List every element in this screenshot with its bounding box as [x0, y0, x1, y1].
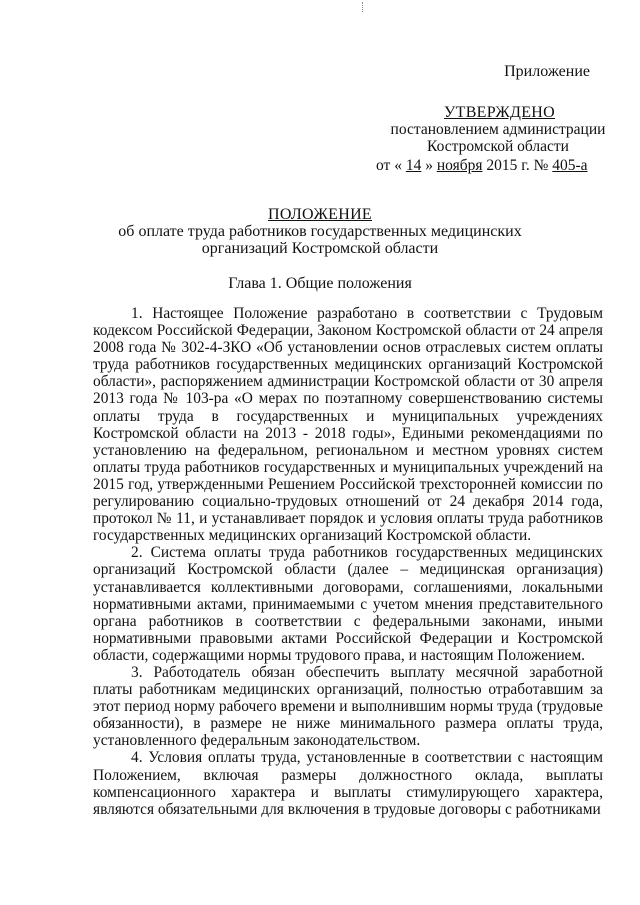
appendix-label: Приложение — [504, 63, 590, 80]
document-body — [93, 305, 603, 818]
approved-authority — [388, 121, 608, 155]
approved-date — [376, 157, 588, 175]
date-month: ноября — [436, 157, 483, 174]
paragraph-1: 1. Настоящее Положение разработано в соответствии с Трудовым кодексом Российской Федерации, Законом Костромской области от 24 апреля 2008 года № 302-4-ЗКО «Об установлении основ отраслевых систем оплаты труда работников государственных медицинских организаций Костромской области», распоряжением администрации Костромской области от 30 апреля 2013 года № 103-ра «О мерах по поэтапному совершенствованию системы оплаты труда в государственных и муниципальных учреждениях Костромской области на 2013 - 2018 годы», Едиными рекомендациями по установлению на федеральном, региональном и местном уровнях систем оплаты труда работников государственных и муниципальных учреждений на 2015 год, утвержденными Решением Российской трехсторонней комиссии по регулированию социально-трудовых отношений от 24 декабря 2014 года, протокол № 11, и устанавливает порядок и условия оплаты труда работников государственных медицинских организаций Костромской области. — [93, 305, 603, 545]
paragraph-2: 2. Система оплаты труда работников государственных медицинских организаций Костромской области (далее – медицинская организация) устанавливается коллективными договорами, соглашениями, локальными нормативными актами, принимаемыми с учетом мнения представительного органа работников в соответствии с федеральными законами, иными нормативными правовыми актами Российской Федерации и Костромской области, содержащими нормы трудового права, и настоящим Положением. — [93, 544, 603, 664]
paragraph-4: 4. Условия оплаты труда, установленные в соответствии с настоящим Положением, включая размеры должностного оклада, выплаты компенсационного характера и выплаты стимулирующего характера, являются обязательными для включения в трудовые договоры с работниками — [93, 749, 603, 818]
decree-number: 405-а — [552, 157, 588, 174]
date-day: 14 — [405, 157, 422, 174]
approved-line-2: Костромской области — [427, 138, 569, 155]
date-year: 2015 г. № — [482, 157, 549, 174]
approved-line-1: постановлением администрации — [390, 121, 606, 138]
date-sep: » — [425, 157, 433, 174]
approved-heading: УТВЕРЖДЕНО — [444, 104, 556, 121]
page-mark — [362, 2, 367, 12]
paragraph-3: 3. Работодатель обязан обеспечить выплату месячной заработной платы работникам медицинских организаций, полностью отработавшим за этот период норму рабочего времени и выполнившим нормы труда (трудовые обязанности), в размере не ниже минимального размера оплаты труда, установленного федеральным законодательством. — [93, 663, 603, 750]
document-subtitle-line-2: организаций Костромской области — [201, 240, 439, 257]
date-prefix: от « — [376, 157, 402, 174]
document-subtitle-line-1: об оплате труда работников государственных медицинских — [118, 223, 522, 240]
chapter-heading: Глава 1. Общие положения — [228, 275, 412, 292]
document-title: ПОЛОЖЕНИЕ — [267, 206, 372, 223]
